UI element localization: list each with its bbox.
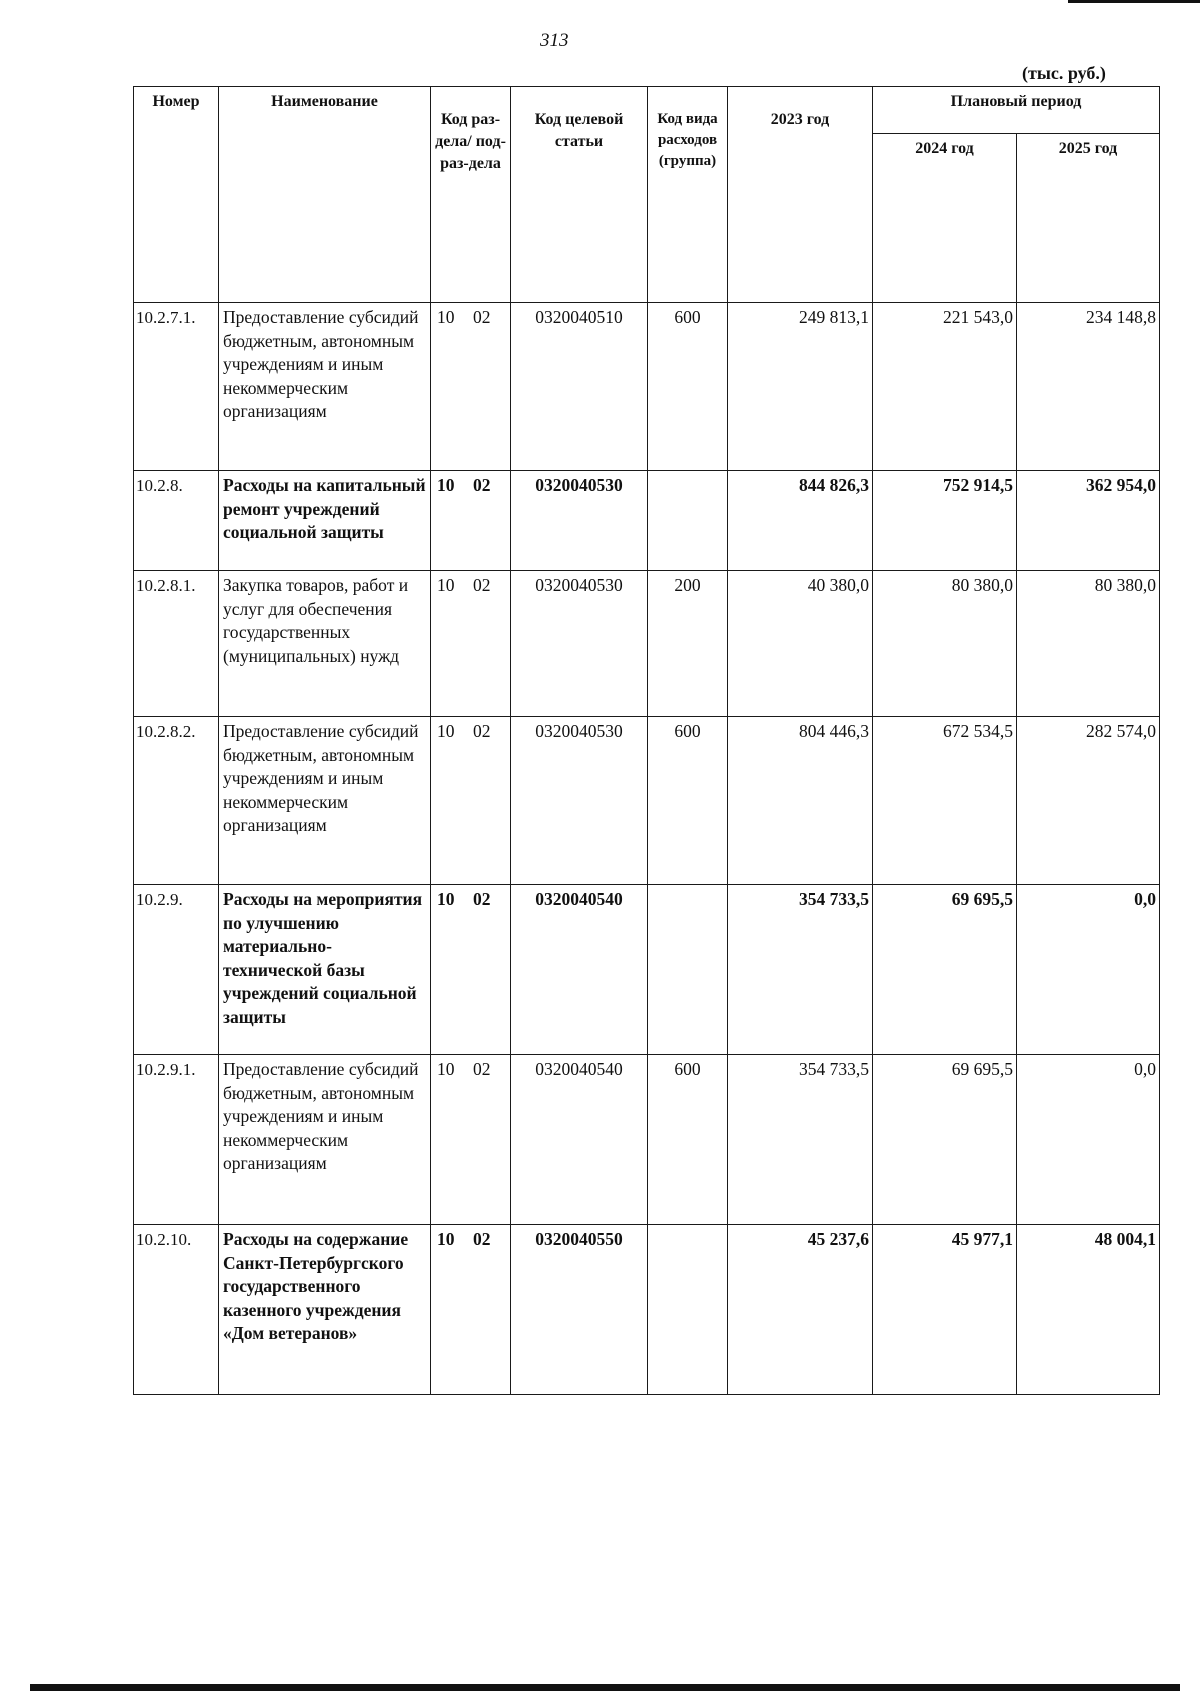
header-planned-period: Плановый период (873, 87, 1160, 134)
subsection-code: 02 (473, 721, 491, 741)
row-number: 10.2.8. (134, 471, 219, 571)
header-year-2023: 2023 год (728, 87, 873, 303)
row-section-code (431, 471, 511, 571)
section-code: 10 (437, 889, 455, 909)
row-amount-2025: 0,0 (1017, 1055, 1160, 1225)
row-target-code: 0320040530 (511, 571, 648, 717)
row-amount-2025: 234 148,8 (1017, 303, 1160, 471)
row-target-code: 0320040530 (511, 717, 648, 885)
row-expense-group (648, 1225, 728, 1395)
row-expense-group (648, 471, 728, 571)
table-row (134, 571, 1160, 717)
row-number: 10.2.8.1. (134, 571, 219, 717)
row-expense-group (648, 885, 728, 1055)
row-target-code: 0320040530 (511, 471, 648, 571)
row-amount-2025: 0,0 (1017, 885, 1160, 1055)
subsection-code: 02 (473, 1229, 491, 1249)
row-name: Предоставление субсидий бюджетным, автономным учреждениям и иным некоммерческим организациям (219, 1055, 431, 1225)
row-name: Предоставление субсидий бюджетным, автономным учреждениям и иным некоммерческим организациям (219, 303, 431, 471)
row-name: Закупка товаров, работ и услуг для обеспечения государственных (муниципальных) нужд (219, 571, 431, 717)
row-expense-group: 600 (648, 303, 728, 471)
section-code: 10 (437, 475, 455, 495)
row-expense-group: 600 (648, 717, 728, 885)
table-row (134, 1055, 1160, 1225)
row-expense-group: 600 (648, 1055, 728, 1225)
row-amount-2023: 249 813,1 (728, 303, 873, 471)
subsection-code: 02 (473, 475, 491, 495)
row-target-code: 0320040550 (511, 1225, 648, 1395)
bottom-edge-rule (30, 1684, 1180, 1691)
row-number: 10.2.9.1. (134, 1055, 219, 1225)
row-amount-2024: 221 543,0 (873, 303, 1017, 471)
table-row (134, 717, 1160, 885)
row-amount-2025: 362 954,0 (1017, 471, 1160, 571)
section-code: 10 (437, 1229, 455, 1249)
section-code: 10 (437, 721, 455, 741)
section-code: 10 (437, 307, 455, 327)
row-expense-group: 200 (648, 571, 728, 717)
header-year-2025: 2025 год (1017, 134, 1160, 303)
subsection-code: 02 (473, 575, 491, 595)
units-label: (тыс. руб.) (1022, 63, 1106, 83)
row-amount-2024: 672 534,5 (873, 717, 1017, 885)
row-number: 10.2.9. (134, 885, 219, 1055)
table-row (134, 1225, 1160, 1395)
row-target-code: 0320040510 (511, 303, 648, 471)
subsection-code: 02 (473, 307, 491, 327)
row-amount-2024: 45 977,1 (873, 1225, 1017, 1395)
row-number: 10.2.8.2. (134, 717, 219, 885)
header-name: Наименование (219, 87, 431, 303)
row-target-code: 0320040540 (511, 885, 648, 1055)
subsection-code: 02 (473, 889, 491, 909)
row-amount-2023: 804 446,3 (728, 717, 873, 885)
row-amount-2023: 45 237,6 (728, 1225, 873, 1395)
header-year-2024: 2024 год (873, 134, 1017, 303)
row-section-code (431, 571, 511, 717)
row-amount-2024: 80 380,0 (873, 571, 1017, 717)
row-number: 10.2.7.1. (134, 303, 219, 471)
subsection-code: 02 (473, 1059, 491, 1079)
header-number: Номер (134, 87, 219, 303)
table-row (134, 471, 1160, 571)
row-name: Расходы на содержание Санкт-Петербургского государственного казенного учреждения «Дом ветеранов» (219, 1225, 431, 1395)
header-section-code: Код раз-дела/ под-раз-дела (431, 87, 511, 303)
section-code: 10 (437, 575, 455, 595)
table-body (134, 303, 1160, 1395)
budget-table (133, 86, 1160, 1395)
row-name: Предоставление субсидий бюджетным, автономным учреждениям и иным некоммерческим организациям (219, 717, 431, 885)
row-amount-2024: 69 695,5 (873, 1055, 1017, 1225)
row-amount-2024: 752 914,5 (873, 471, 1017, 571)
row-amount-2023: 40 380,0 (728, 571, 873, 717)
row-amount-2025: 48 004,1 (1017, 1225, 1160, 1395)
page-number: 313 (540, 30, 569, 51)
header-expense-type: Код вида расходов (группа) (648, 87, 728, 303)
section-code: 10 (437, 1059, 455, 1079)
row-name: Расходы на капитальный ремонт учреждений социальной защиты (219, 471, 431, 571)
row-amount-2025: 282 574,0 (1017, 717, 1160, 885)
top-edge-rule (1068, 0, 1200, 3)
header-row (134, 87, 1160, 134)
row-amount-2025: 80 380,0 (1017, 571, 1160, 717)
row-amount-2024: 69 695,5 (873, 885, 1017, 1055)
row-amount-2023: 844 826,3 (728, 471, 873, 571)
table-row (134, 885, 1160, 1055)
row-name: Расходы на мероприятия по улучшению материально-технической базы учреждений социальной защиты (219, 885, 431, 1055)
row-number: 10.2.10. (134, 1225, 219, 1395)
row-amount-2023: 354 733,5 (728, 885, 873, 1055)
header-target-code: Код целевой статьи (511, 87, 648, 303)
row-section-code (431, 885, 511, 1055)
row-section-code (431, 717, 511, 885)
row-amount-2023: 354 733,5 (728, 1055, 873, 1225)
row-section-code (431, 303, 511, 471)
row-section-code (431, 1225, 511, 1395)
table-row (134, 303, 1160, 471)
row-section-code (431, 1055, 511, 1225)
row-target-code: 0320040540 (511, 1055, 648, 1225)
